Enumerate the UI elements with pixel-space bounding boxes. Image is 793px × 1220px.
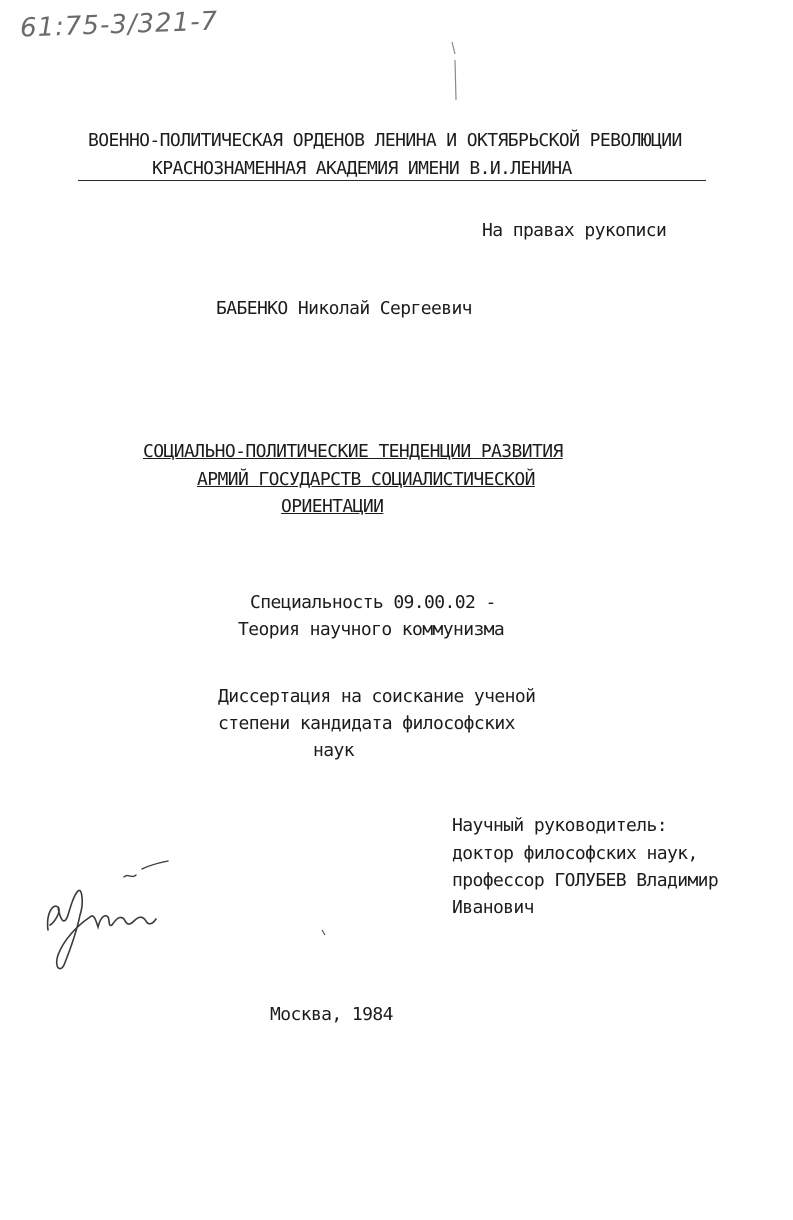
specialty-line-2: Теория научного коммунизма [238,619,505,640]
handwritten-signature [38,855,178,975]
institution-line-1: ВОЕННО-ПОЛИТИЧЕСКАЯ ОРДЕНОВ ЛЕНИНА И ОКТЯБРЬСКОЙ РЕВОЛЮЦИИ [88,130,682,151]
supervisor-line-4: Иванович [452,897,534,918]
supervisor-line-3: профессор ГОЛУБЕВ Владимир [452,870,719,891]
specialty-line-1: Специальность 09.00.02 - [250,592,496,613]
degree-line-2: степени кандидата философских [218,713,515,734]
handwritten-catalog-number: 61:75-3/321-7 [19,6,219,44]
degree-line-1: Диссертация на соискание ученой [218,686,536,707]
rights-note: На правах рукописи [482,220,667,241]
dissertation-title-line-2: АРМИЙ ГОСУДАРСТВ СОЦИАЛИСТИЧЕСКОЙ [197,469,535,490]
author-name: БАБЕНКО Николай Сергеевич [216,298,472,319]
supervisor-line-1: Научный руководитель: [452,815,667,836]
pencil-tick [320,928,328,938]
degree-line-3: наук [313,740,354,761]
pencil-mark [448,40,462,110]
dissertation-title-line-3: ОРИЕНТАЦИИ [281,496,384,517]
supervisor-line-2: доктор философских наук, [452,843,698,864]
place-and-year: Москва, 1984 [270,1004,393,1025]
institution-line-2: КРАСНОЗНАМЕННАЯ АКАДЕМИЯ ИМЕНИ В.И.ЛЕНИНА [152,158,572,179]
dissertation-title-line-1: СОЦИАЛЬНО-ПОЛИТИЧЕСКИЕ ТЕНДЕНЦИИ РАЗВИТИЯ [143,441,563,462]
header-rule [78,180,706,181]
